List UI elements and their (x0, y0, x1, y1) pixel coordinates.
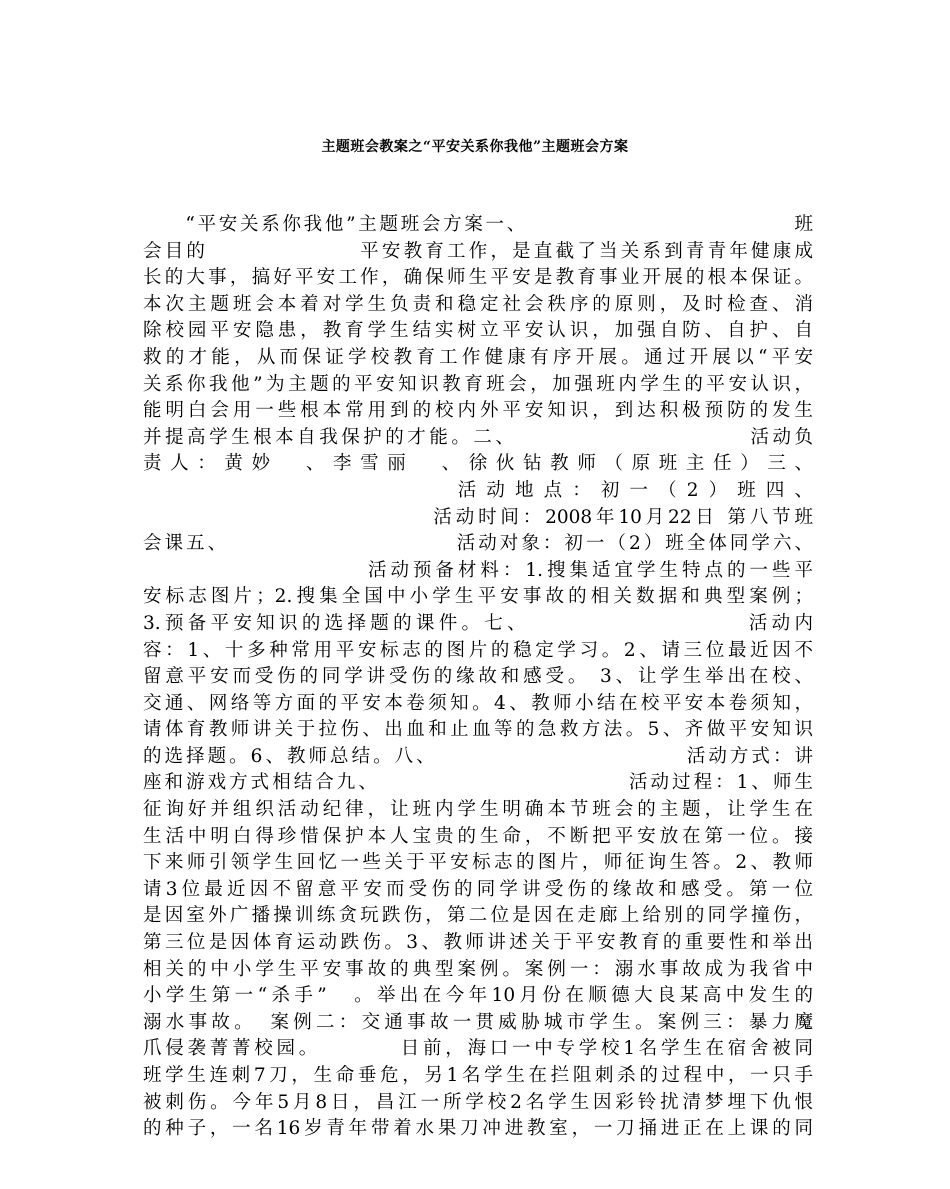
body-line: 第三位是因体育运动跌伤。3、教师讲述关于平安教育的重要性和举出 (143, 932, 813, 954)
body-line: 关系你我他”为主题的平安知识教育班会，加强班内学生的平安认识， (143, 373, 813, 395)
body-line: 是因室外广播操训练贪玩跌伤，第二位是因在走廊上给别的同学撞伤， (143, 905, 813, 927)
body-line: 请3位最近因不留意平安而受伤的同学讲受伤的缘故和感受。第一位 (143, 878, 813, 900)
body-line: 责人：黄妙 、李雪丽 、徐伙钻教师（原班主任）三、 (143, 453, 813, 475)
body-line: 并提高学生根本自我保护的才能。二、 活动负 (143, 426, 813, 448)
body-line: “平安关系你我他”主题班会方案一、 班 (143, 214, 813, 235)
body-line: 座和游戏方式相结合九、 活动过程：1、师生 (143, 772, 813, 794)
body-line: 会目的 平安教育工作，是直截了当关系到青青年健康成 (143, 240, 813, 262)
body-line: 会课五、 活动对象：初一（2）班全体同学六、 (143, 533, 813, 555)
body-line: 留意平安而受伤的同学讲受伤的缘故和感受。 3、让学生举出在校、 (143, 666, 813, 688)
body-line: 生活中明白得珍惜保护本人宝贵的生命，不断把平安放在第一位。接 (143, 825, 813, 847)
body-line: 活动预备材料：1.搜集适宜学生特点的一些平 (143, 559, 813, 581)
body-line: 活动时间：2008年10月22日 第八节班 (143, 506, 813, 528)
body-line: 的选择题。6、教师总结。八、 活动方式：讲 (143, 745, 813, 767)
body-line: 活动地点：初一（2）班四、 (143, 479, 813, 501)
body-line: 长的大事，搞好平安工作，确保师生平安是教育事业开展的根本保证。 (143, 267, 813, 289)
body-line: 被刺伤。今年5月8日，昌江一所学校2名学生因彩铃扰清梦埋下仇恨 (143, 1091, 813, 1113)
body-line: 请体育教师讲关于拉伤、出血和止血等的急救方法。5、齐做平安知识 (143, 719, 813, 741)
body-line: 3.预备平安知识的选择题的课件。七、 活动内 (143, 612, 813, 634)
document-body (143, 212, 813, 1143)
body-line: 相关的中小学生平安事故的典型案例。案例一：溺水事故成为我省中 (143, 958, 813, 980)
body-line: 征询好并组织活动纪律，让班内学生明确本节班会的主题，让学生在 (143, 799, 813, 821)
body-line: 能明白会用一些根本常用到的校内外平安知识，到达积极预防的发生 (143, 400, 813, 422)
body-line: 本次主题班会本着对学生负责和稳定社会秩序的原则，及时检查、消 (143, 293, 813, 315)
body-line: 溺水事故。 案例二：交通事故一贯威胁城市学生。案例三：暴力魔 (143, 1011, 813, 1033)
body-line: 容：1、十多种常用平安标志的图片的稳定学习。2、请三位最近因不 (143, 639, 813, 661)
body-line: 除校园平安隐患，教育学生结实树立平安认识，加强自防、自护、自 (143, 320, 813, 342)
body-line: 救的才能，从而保证学校教育工作健康有序开展。通过开展以“平安 (143, 346, 813, 368)
body-line: 安标志图片；2.搜集全国中小学生平安事故的相关数据和典型案例； (143, 586, 813, 608)
body-line: 下来师引领学生回忆一些关于平安标志的图片，师征询生答。2、教师 (143, 852, 813, 874)
body-line: 交通、网络等方面的平安本卷须知。4、教师小结在校平安本卷须知， (143, 692, 813, 714)
body-line: 的种子，一名16岁青年带着水果刀冲进教室，一刀捅进正在上课的同 (143, 1118, 813, 1140)
document-title: 主题班会教案之“平安关系你我他”主题班会方案 (321, 139, 629, 155)
body-line: 班学生连刺7刀，生命垂危，另1名学生在拦阻刺杀的过程中，一只手 (143, 1065, 813, 1086)
body-line: 爪侵袭菁菁校园。 日前，海口一中专学校1名学生在宿舍被同 (143, 1038, 813, 1060)
body-line: 小学生第一“杀手” 。举出在今年10月份在顺德大良某高中发生的 (143, 985, 813, 1007)
